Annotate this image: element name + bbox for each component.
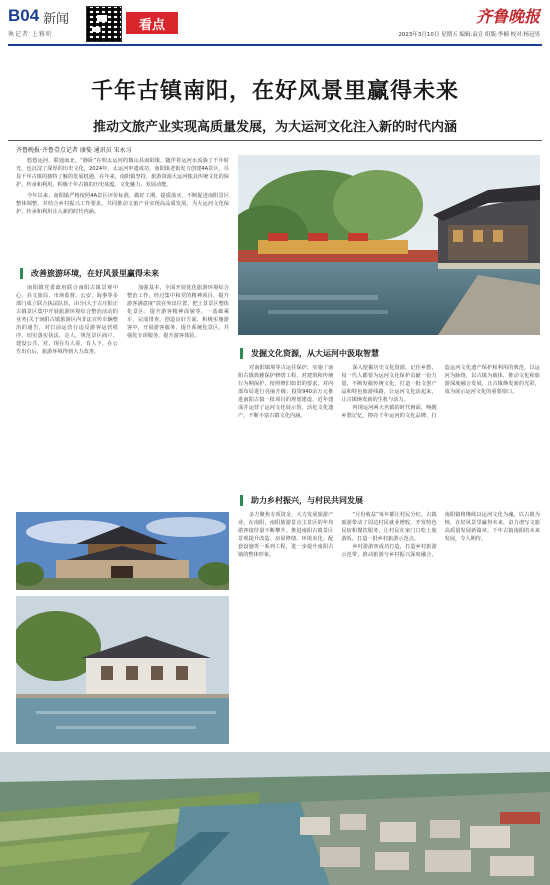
section-title: 发掘文化资源，从大运河中汲取智慧 (240, 348, 379, 359)
section-paragraph: 再现运河两大名镇的时代画面，唤醒乡愁记忆，擦亮千年运河的文化品牌，打造运河文化遗产保护和利用的典范，以运河为脉络，以古镇为载体，推动文化和旅游深度融合发展，让古镇焕发新的光彩，成为展示运河文化的重要窗口。 (341, 365, 540, 419)
section-paragraph: 南阳镇党委政府联合南阳古镇景观中心，县文旅局、市场监督、公安、海事等多部门成立联合执法队伍，由分(大于古庄阳正古镇景区集中开展旅游环境综合整治活动的业务)关于南阳古镇旅游区内非法宣传车辆整治的通告，对日前运营行违反游客运营秩序，切实落实执法，走人，规范景区商户、建设公共、对，现在有人哥，有人下，在公告出台后，旅游环境得到大力改善。 (16, 285, 118, 355)
newspaper-logo: 齐鲁晚报 (475, 7, 540, 26)
lead-paragraph: 今年以来，南阳镇严格按照4A景区评价标准，做好工期、提质落实，不断促进南阳景区整体调整，并结合乡村振兴工作要求，共同推动文旅产业实现高品质发展，为大运河文化保护、传承和利用注入新的时代内涵。 (16, 193, 229, 215)
byline: 齐鲁晚报·齐鲁壹点记者 康姕 通讯员 宋永习 (16, 147, 132, 154)
page-header (0, 0, 550, 46)
photo-waterfront-buildings (16, 596, 229, 744)
section-2-text (238, 364, 540, 468)
photo-gate-tower (16, 512, 229, 590)
lead-paragraph: 悠悠运河，联通南北。“静卧”在明太运河的微山县南阳镇，随伴着运河水流淌了千年时光，也沉淀了深厚的历史文化，2024年，太运河申遗成功，南阳镇老街发力创建4A景区，尽显千年古镇的独特了解的发展机遇，在年来，南阳镇坚持，旅游资源大运河独具传统文化的保护、传承和利用，积极千年古镇的历史底蕴，文化魅力、发展动能。 (16, 158, 229, 188)
section-paragraph: 对南阳镇境等古运往保护，实施了南阳古镇典雅保护修缮工程，对建筑和传统行为期保护，按照修旧如旧的要求，对内部布局进行亮丽升级；投资940余万元推进南阳古镇一批项目的规划建设，近年建成并运营了运河文化展示馆，活化文化遗产，不断丰富古镇文化内涵。 (238, 365, 334, 419)
photo-aerial-town (0, 752, 550, 885)
section-1-text (16, 284, 229, 496)
dateline: 2023年3月10日 星期五 编辑:袁宣 组版:李楠 校对:杨冠男 (398, 32, 540, 38)
section-paragraph: 乡村游游客成功打造，打造乡村旅游示范带，推动旅游与乡村振兴深度融合，南阳镇将继续以运河文化为魂，以古镇为核，在好风景里赢得未来，奋力谱写文旅高质量发展新篇章。千年古镇南阳的未来发展，令人期待。 (341, 512, 540, 558)
section-name: 新闻 (43, 12, 70, 27)
section-badge: 看点 (126, 12, 178, 34)
photo-canal-pavilion (238, 155, 540, 335)
headline: 千年古镇南阳，在好风景里赢得未来 (90, 79, 459, 104)
section-3-text (238, 511, 540, 743)
byline-rule (8, 140, 542, 141)
page-number: B04 (8, 6, 40, 25)
lead-block (16, 157, 229, 216)
section-title: 改善旅游环境，在好风景里赢得未来 (20, 268, 159, 279)
section-title: 助力乡村振兴，与村民共同发展 (240, 495, 363, 506)
header-rule (8, 44, 542, 46)
section-paragraph: “月份收益”每年都让村民分红，古镇旅游带动了周边村民就业增收，开发特色民宿和餐饮服务，让村民在家门口吃上旅游饭，打造一批乡村旅游示范点。 (341, 512, 437, 542)
qr-code-icon (86, 6, 122, 42)
staff-line: 執记者 上雅昕 (8, 31, 53, 38)
subheadline: 推动文旅产业实现高质量发展，为大运河文化注入新的时代内涵 (92, 120, 457, 135)
section-paragraph: 多方聚焦专项资金，大力发展旅游产业，在南阳，南阳旅游景点主景区的年均游客接待量不断攀升。推进南阳古镇景区景观提升改造、房屋修缮、环境美化、配套设施等一系列工程，进一步提升南阳古镇的整体形象。 (238, 512, 334, 558)
section-paragraph: 深入挖掘历史文化资源，记住乡愁，每一代人都要为运河文化保护贡献一份力量，不断发掘传统文化，打造一批文创产品和特色旅游线路，让运河文化活起来，让古镇焕发新的生机与活力。 (341, 365, 437, 403)
section-paragraph: 加强基本，全面开展优化旅游环境综合整治工作，经过集中和党的精神项目，提升游客满意度“放在突出位置，把上景景区整体化景区，提升游客精神面貌等，一基础乘车，完成排查，创造良好方面，积极实施游客中，开展游客服务，提升系统化景区，并强化专项服务，提升游客体验。 (127, 285, 229, 339)
